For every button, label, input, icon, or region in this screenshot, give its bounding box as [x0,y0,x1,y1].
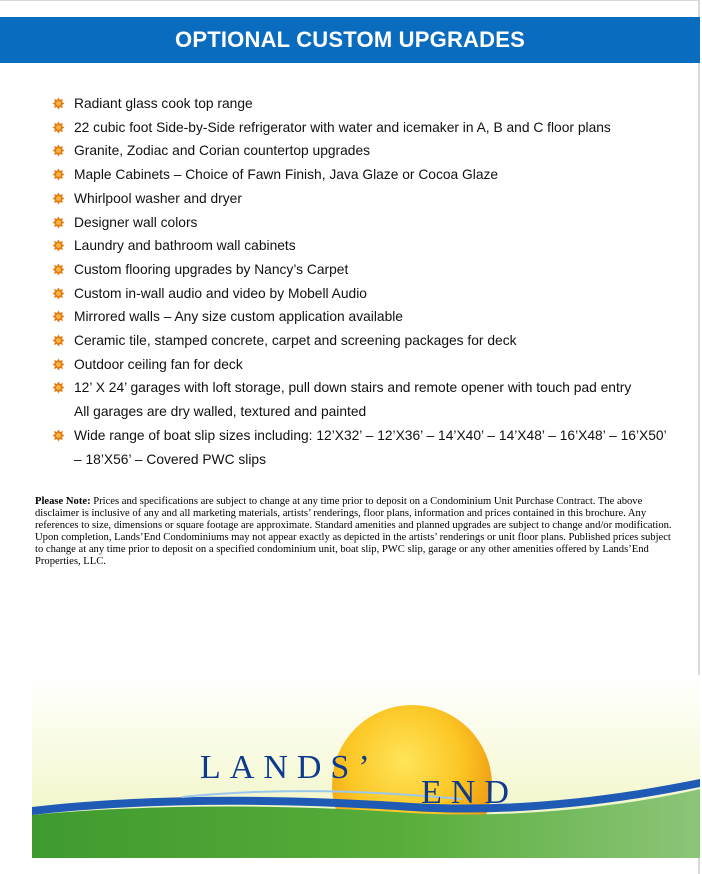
upgrade-item-text: Custom flooring upgrades by Nancy’s Carpet [74,261,349,277]
upgrade-list [52,92,677,471]
upgrade-item [52,139,677,163]
upgrade-item-text: Radiant glass cook top range [74,96,253,111]
upgrade-item-text: Granite, Zodiac and Corian countertop upgrades [74,143,371,159]
bullet-icon [52,144,65,157]
bullet-icon [52,168,65,181]
upgrade-item-text: 22 cubic foot Side-by-Side refrigerator with water and icemaker in A, B and C floor plans [74,119,611,135]
disclaimer-text: Prices and specifications are subject to change at any time prior to deposit on a Condominium Unit Purchase Contract. The above disclaimer is inclusive of any and all marketing materials, artists’ renderings, floor plans, information and prices contained in this brochure. Any references to size, dimensions or square footage are approximate. Standard amenities and planned upgrades are subject to change and/or modification. Upon completion, Lands’End Condominiums may not appear exactly as depicted in the artists’ renderings or unit floor plans. Published prices subject to change at any time prior to deposit on a specified condominium unit, boat slip, PWC slip, garage or any other amenities offered by Lands’End Properties, LLC. [35,496,672,567]
upgrade-item-text: Outdoor ceiling fan for deck [74,356,243,372]
upgrade-item-text: Whirlpool washer and dryer [74,190,242,206]
upgrade-item [52,424,677,471]
bullet-icon [52,121,65,134]
disclaimer-label: Please Note: [35,496,91,507]
upgrade-item-text: Wide range of boat slip sizes including: 12’X32’ – 12’X36’ – 14’X40’ – 14’X48’ – 16’X48’ – 16’X50’ – 18’X56’ – Covered PWC slips [74,427,667,467]
upgrade-item [52,187,677,211]
logo-text-lands: LANDS’ [200,749,379,786]
bullet-icon [52,287,65,300]
disclaimer [35,496,672,568]
page-title-banner [0,17,700,63]
bullet-icon [52,192,65,205]
top-rule [0,0,700,1]
bullet-icon [52,310,65,323]
upgrade-item-continuation: All garages are dry walled, textured and painted [74,404,367,420]
upgrade-item [52,211,677,235]
upgrade-item [52,92,677,116]
upgrade-item [52,353,677,377]
upgrade-item [52,329,677,353]
upgrade-item [52,376,677,423]
bullet-icon [52,381,65,394]
bullet-icon [52,97,65,110]
upgrade-item [52,163,677,187]
upgrade-item-text: Maple Cabinets – Choice of Fawn Finish, Java Glaze or Cocoa Glaze [74,167,499,183]
logo-text-end: END [421,774,518,811]
bullet-icon [52,334,65,347]
upgrade-item [52,282,677,306]
upgrade-item [52,116,677,140]
bullet-icon [52,216,65,229]
upgrade-item [52,234,677,258]
bullet-icon [52,429,65,442]
upgrade-item-text: 12’ X 24’ garages with loft storage, pull down stairs and remote opener with touch pad entry [74,380,632,396]
upgrade-item [52,258,677,282]
upgrade-item [52,305,677,329]
upgrade-item-text: Laundry and bathroom wall cabinets [74,238,296,254]
bullet-icon [52,263,65,276]
upgrade-item-text: Mirrored walls – Any size custom application available [74,309,403,325]
upgrade-item-text: Custom in-wall audio and video by Mobell Audio [74,285,367,301]
upgrade-item-text: Designer wall colors [74,214,198,230]
upgrade-item-text: Ceramic tile, stamped concrete, carpet and screening packages for deck [74,333,517,349]
bullet-icon [52,358,65,371]
bullet-icon [52,239,65,252]
lands-end-logo [32,675,700,858]
page-title: OPTIONAL CUSTOM UPGRADES [175,27,525,52]
